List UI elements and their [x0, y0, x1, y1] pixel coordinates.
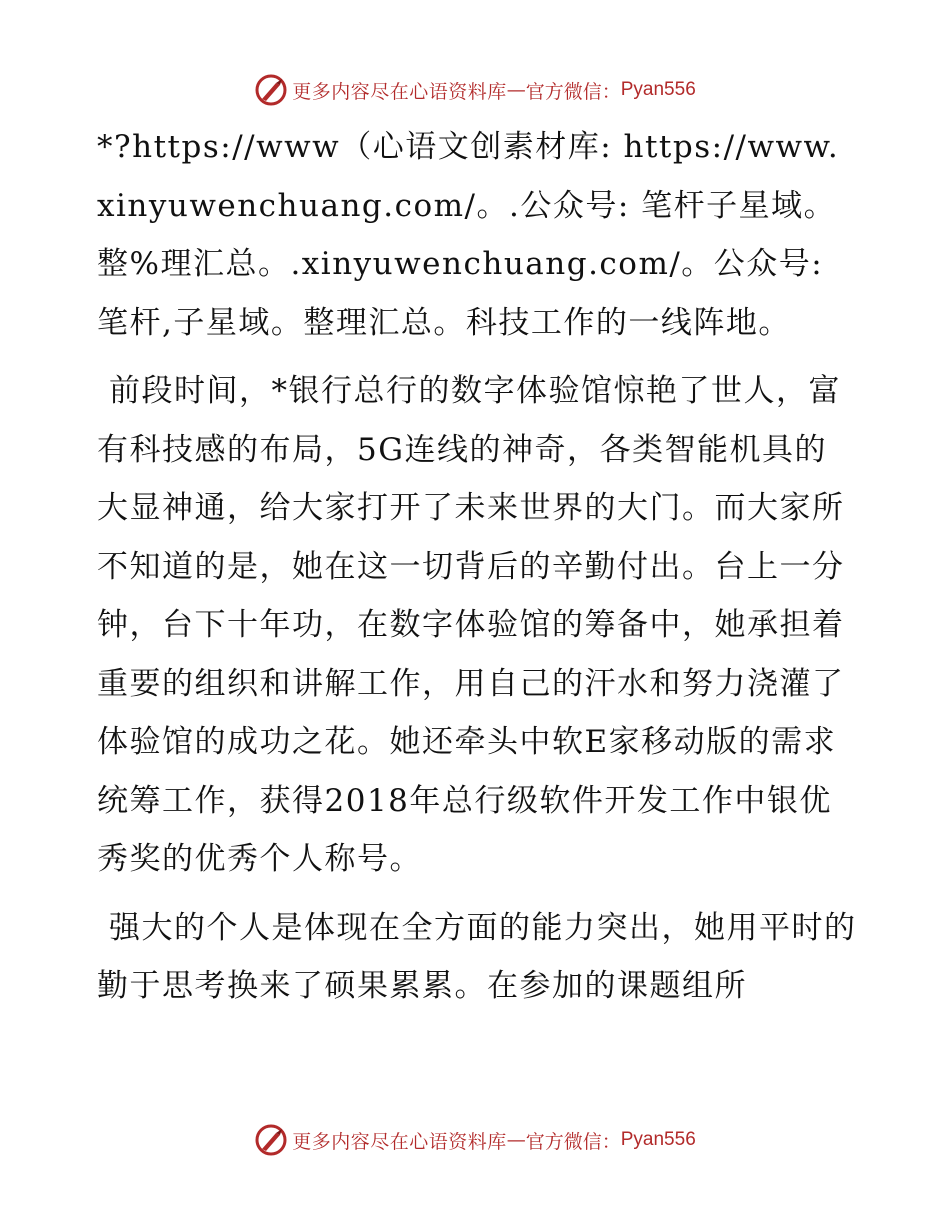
watermark-wechat-id: Pyan556 — [620, 1129, 696, 1150]
footer-watermark — [0, 1120, 950, 1160]
watermark-separator: — — [506, 79, 526, 101]
paragraph: 强大的个人是体现在全方面的能力突出，她用平时的勤于思考换来了硕果累累。在参加的课题组所 — [97, 909, 857, 1004]
watermark-wechat-id: Pyan556 — [620, 79, 696, 100]
watermark-sub-text: 官方微信： — [525, 80, 621, 103]
document-body — [97, 118, 857, 1026]
paragraph: *?https://www（心语文创素材库: https://www.xinyuwenchuang.com/。.公众号: 笔杆子星域。整%理汇总。.xinyuwenchuang.com/。公众号: 笔杆,子星域。整理汇总。科技工作的一线阵地。 — [97, 129, 840, 341]
header-watermark — [0, 70, 950, 110]
quill-pen-logo-icon — [254, 1123, 288, 1157]
watermark-sub-text: 官方微信： — [525, 1130, 621, 1153]
quill-pen-logo-icon — [254, 73, 288, 107]
paragraph: 前段时间，*银行总行的数字体验馆惊艳了世人，富有科技感的布局，5G连线的神奇，各类智能机具的大显神通，给大家打开了未来世界的大门。而大家所不知道的是，她在这一切背后的辛勤付出。台上一分钟，台下十年功，在数字体验馆的筹备中，她承担着重要的组织和讲解工作，用自己的汗水和努力浇灌了体验馆的成功之花。她还牵头中软E家移动版的需求统筹工作，获得2018年总行级软件开发工作中银优秀奖的优秀个人称号。 — [97, 373, 845, 877]
watermark-main-text: 更多内容尽在心语资料库 — [292, 1130, 507, 1153]
watermark-main-text: 更多内容尽在心语资料库 — [292, 80, 507, 103]
watermark-separator: — — [506, 1129, 526, 1151]
